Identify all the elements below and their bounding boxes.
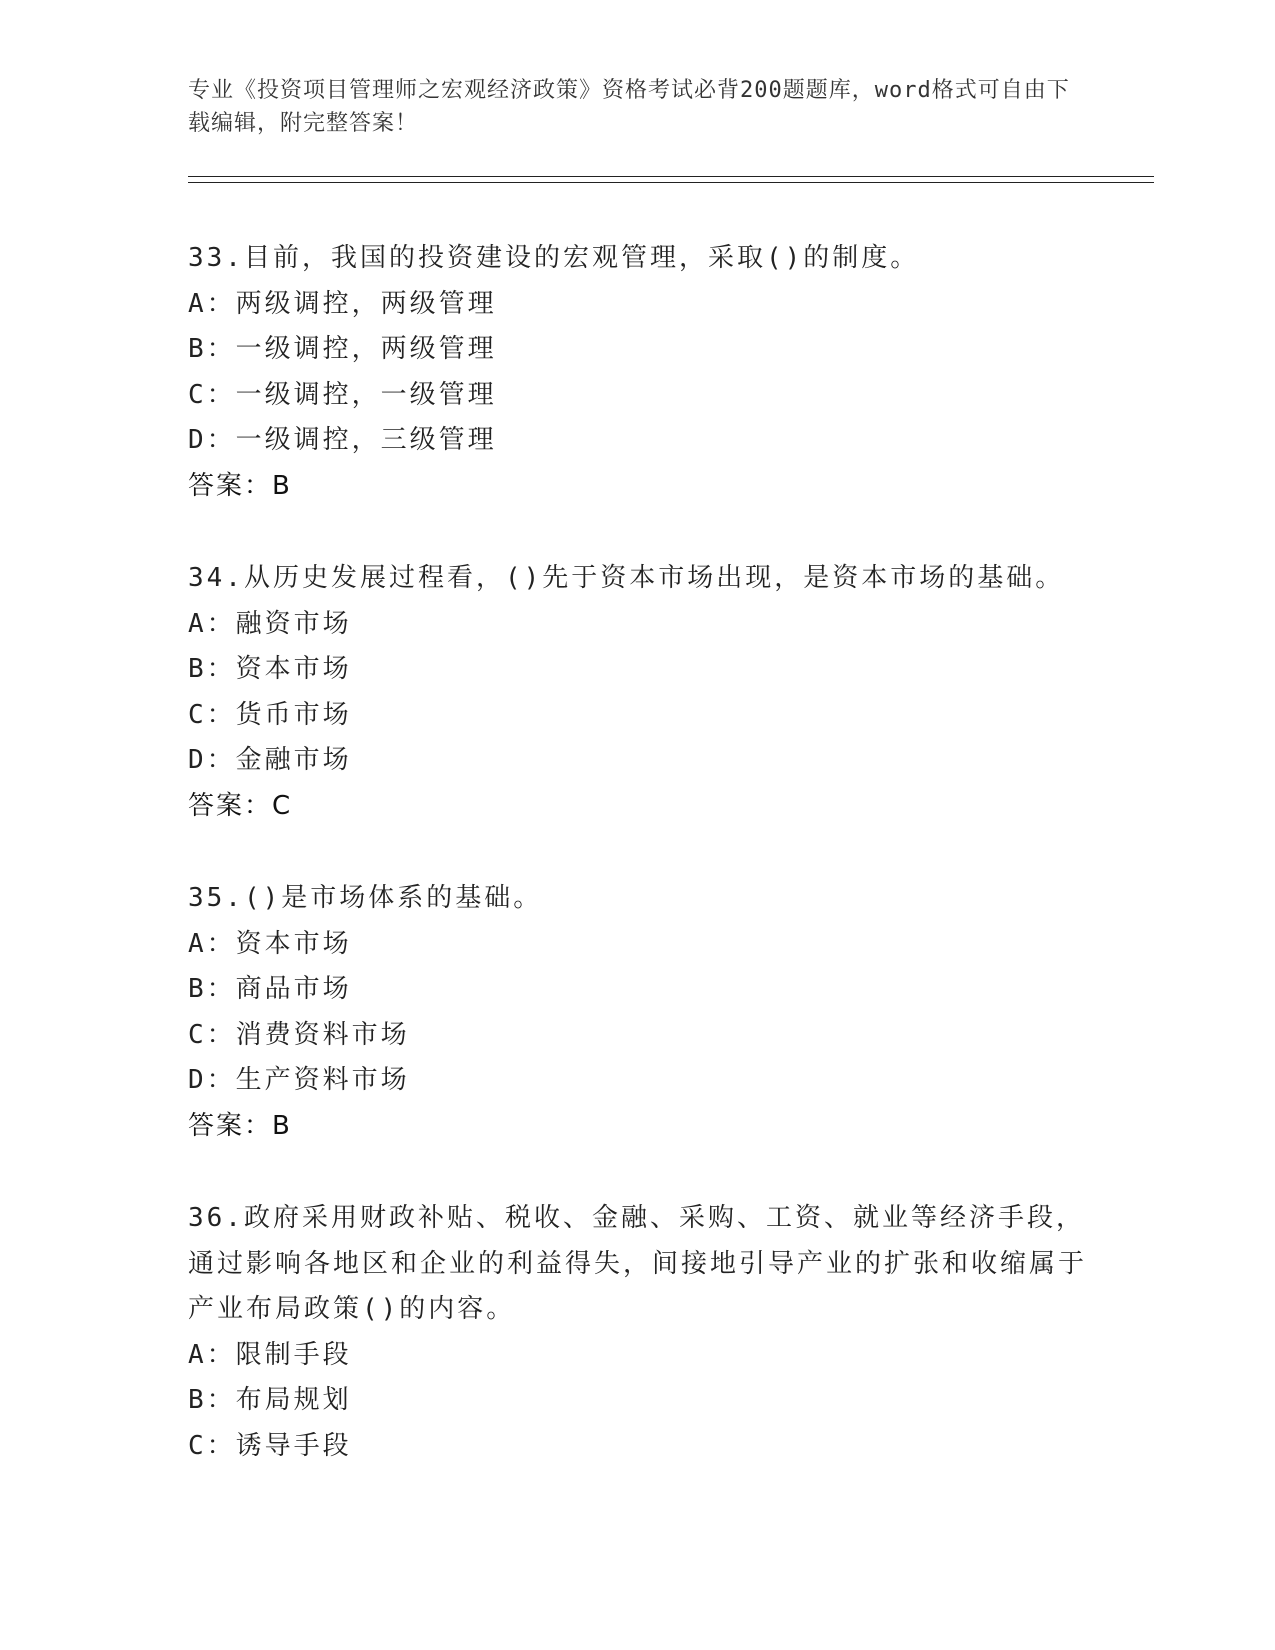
option-a: A：两级调控，两级管理 bbox=[188, 288, 497, 319]
option-b: B：商品市场 bbox=[188, 974, 352, 1004]
question-36 bbox=[188, 1196, 1088, 1469]
question-34 bbox=[188, 556, 1088, 829]
answer: 答案：B bbox=[188, 1110, 292, 1141]
question-stem: 35.()是市场体系的基础。 bbox=[188, 883, 543, 913]
question-stem: 34.从历史发展过程看，()先于资本市场出现，是资本市场的基础。 bbox=[188, 563, 1065, 593]
option-c: C：消费资料市场 bbox=[188, 1019, 410, 1050]
option-d: D：金融市场 bbox=[188, 745, 352, 775]
option-c: C：一级调控，一级管理 bbox=[188, 379, 497, 410]
option-a: A：融资市场 bbox=[188, 608, 352, 639]
option-b: B：资本市场 bbox=[188, 654, 352, 684]
question-35 bbox=[188, 876, 1088, 1149]
header-divider-top bbox=[188, 176, 1154, 177]
question-stem: 33.目前，我国的投资建设的宏观管理，采取()的制度。 bbox=[188, 243, 920, 273]
option-c: C：诱导手段 bbox=[188, 1430, 352, 1461]
option-a: A：资本市场 bbox=[188, 928, 352, 959]
option-d: D：生产资料市场 bbox=[188, 1065, 410, 1095]
document-header bbox=[188, 74, 1088, 140]
question-33 bbox=[188, 236, 1088, 509]
header-title: 专业《投资项目管理师之宏观经济政策》资格考试必背200题题库，word格式可自由下载编辑，附完整答案！ bbox=[188, 78, 1070, 136]
option-a: A：限制手段 bbox=[188, 1339, 352, 1370]
option-c: C：货币市场 bbox=[188, 699, 352, 730]
answer: 答案：C bbox=[188, 790, 293, 821]
option-b: B：布局规划 bbox=[188, 1385, 352, 1415]
option-d: D：一级调控，三级管理 bbox=[188, 425, 497, 455]
answer: 答案：B bbox=[188, 470, 292, 501]
question-stem: 36.政府采用财政补贴、税收、金融、采购、工资、就业等经济手段，通过影响各地区和企业的利益得失，间接地引导产业的扩张和收缩属于产业布局政策()的内容。 bbox=[188, 1203, 1088, 1324]
option-b: B：一级调控，两级管理 bbox=[188, 334, 497, 364]
header-divider-bottom bbox=[188, 182, 1154, 183]
question-list bbox=[188, 236, 1088, 1516]
